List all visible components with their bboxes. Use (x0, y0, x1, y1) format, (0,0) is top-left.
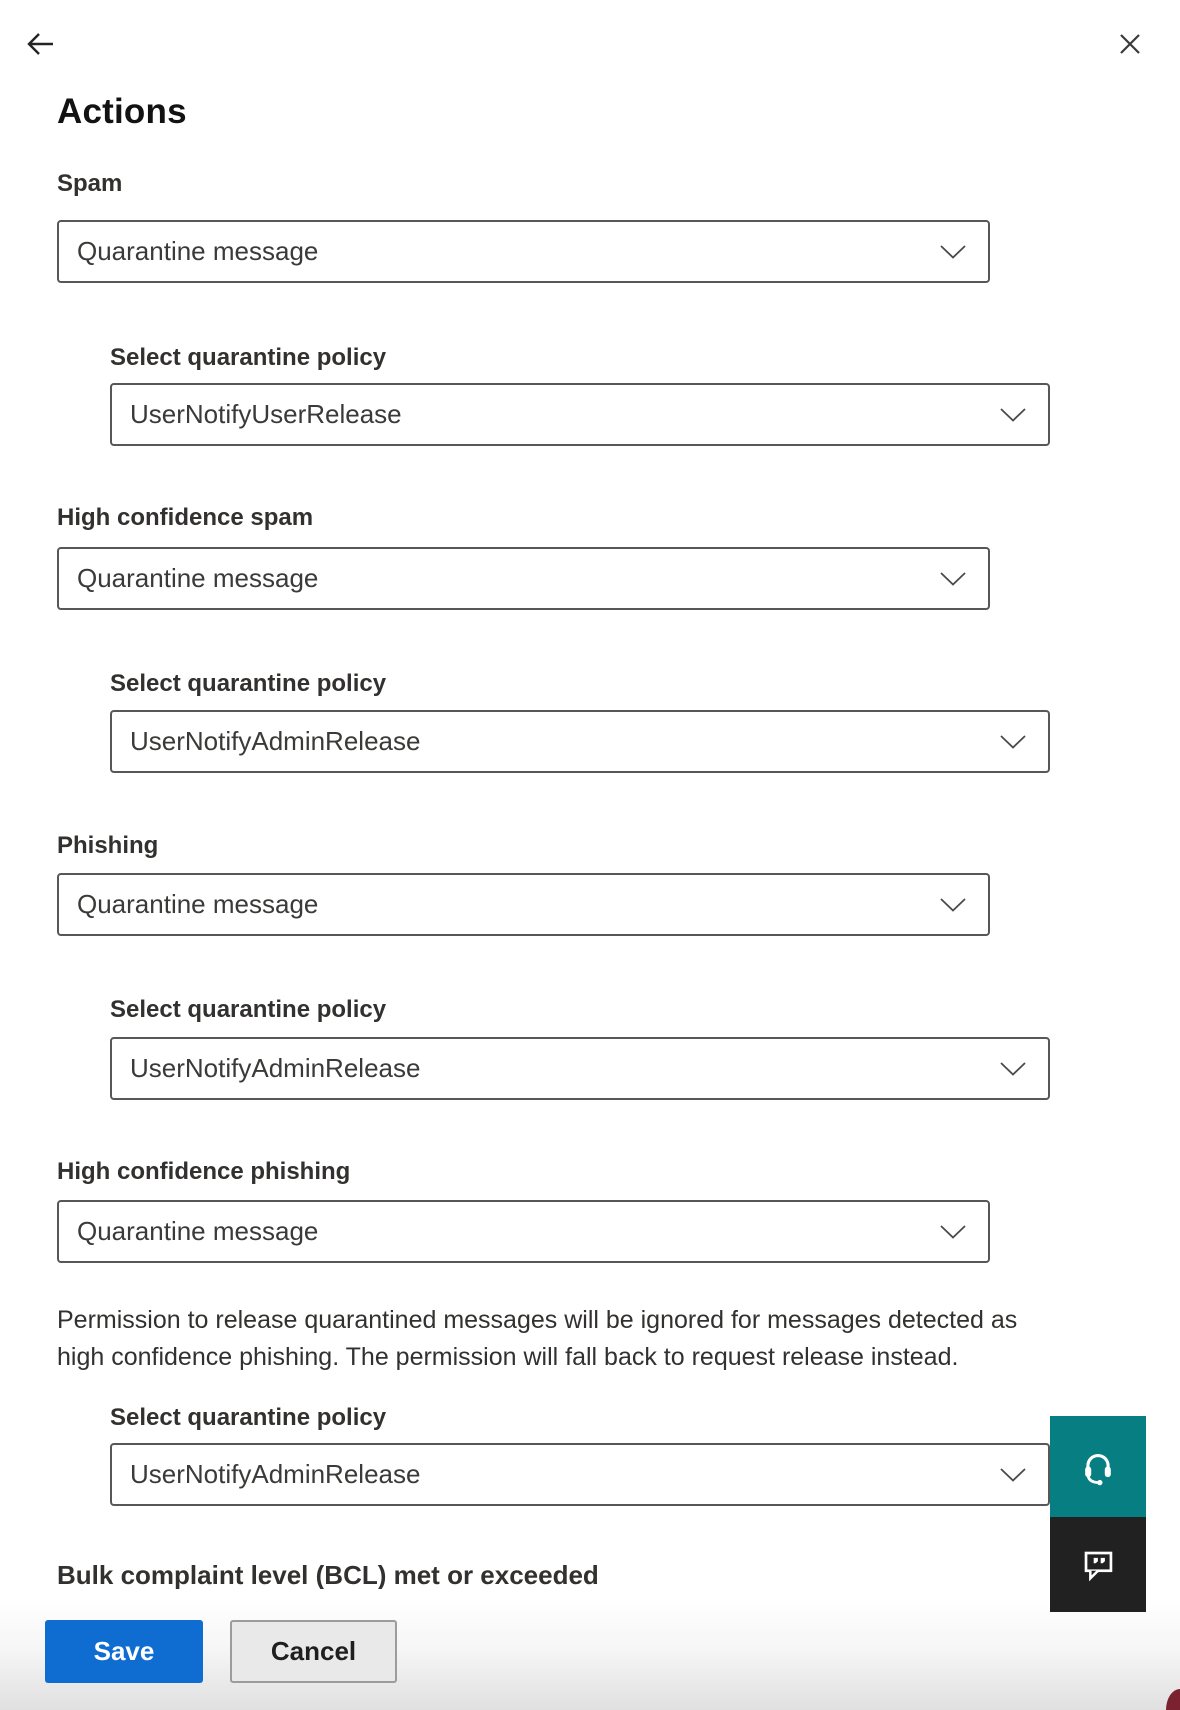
feedback-button[interactable] (1050, 1517, 1146, 1612)
chevron-down-icon (1000, 408, 1026, 422)
high-confidence-spam-quarantine-policy-value: UserNotifyAdminRelease (130, 726, 421, 756)
select-quarantine-policy-label: Select quarantine policy (110, 1404, 387, 1431)
high-confidence-spam-action-dropdown[interactable] (57, 547, 990, 610)
select-quarantine-policy-label: Select quarantine policy (110, 670, 387, 697)
chevron-down-icon (1000, 1062, 1026, 1076)
high-confidence-phishing-quarantine-policy-dropdown[interactable] (110, 1443, 1050, 1506)
help-button[interactable] (1050, 1416, 1146, 1517)
high-confidence-phishing-quarantine-policy-value: UserNotifyAdminRelease (130, 1459, 421, 1489)
page-title: Actions (57, 92, 187, 131)
close-button[interactable] (1108, 22, 1152, 66)
chevron-down-icon (1000, 735, 1026, 749)
phishing-action-value: Quarantine message (77, 889, 319, 919)
high-confidence-spam-quarantine-policy-dropdown[interactable] (110, 710, 1050, 773)
spam-action-value: Quarantine message (77, 236, 319, 266)
select-quarantine-policy-label: Select quarantine policy (110, 344, 387, 371)
chat-feedback-icon (1075, 1542, 1121, 1588)
spam-quarantine-policy-dropdown[interactable] (110, 383, 1050, 446)
high-confidence-phishing-label: High confidence phishing (57, 1158, 351, 1185)
back-button[interactable] (18, 22, 62, 66)
spam-action-dropdown[interactable] (57, 220, 990, 283)
chevron-down-icon (940, 898, 966, 912)
spam-quarantine-policy-value: UserNotifyUserRelease (130, 399, 402, 429)
footer-bar (0, 1598, 1180, 1710)
phishing-action-dropdown[interactable] (57, 873, 990, 936)
headset-icon (1076, 1445, 1120, 1489)
hc-phishing-permission-note: Permission to release quarantined messages will be ignored for messages detected as high confidence phishing. The permission will fall back to request release instead. (57, 1306, 1018, 1371)
select-quarantine-policy-label: Select quarantine policy (110, 996, 387, 1023)
chevron-down-icon (940, 1225, 966, 1239)
bulk-complaint-level-label: Bulk complaint level (BCL) met or exceeded (57, 1560, 599, 1589)
save-button[interactable]: Save (45, 1620, 203, 1683)
close-icon (1113, 27, 1147, 61)
phishing-quarantine-policy-dropdown[interactable] (110, 1037, 1050, 1100)
cancel-button[interactable]: Cancel (230, 1620, 397, 1683)
spam-label: Spam (57, 170, 123, 197)
high-confidence-spam-action-value: Quarantine message (77, 563, 319, 593)
high-confidence-phishing-action-value: Quarantine message (77, 1216, 319, 1246)
high-confidence-phishing-action-dropdown[interactable] (57, 1200, 990, 1263)
chevron-down-icon (940, 572, 966, 586)
high-confidence-spam-label: High confidence spam (57, 504, 314, 531)
phishing-quarantine-policy-value: UserNotifyAdminRelease (130, 1053, 421, 1083)
chevron-down-icon (1000, 1468, 1026, 1482)
phishing-label: Phishing (57, 832, 159, 859)
chevron-down-icon (940, 245, 966, 259)
arrow-left-icon (22, 26, 58, 62)
